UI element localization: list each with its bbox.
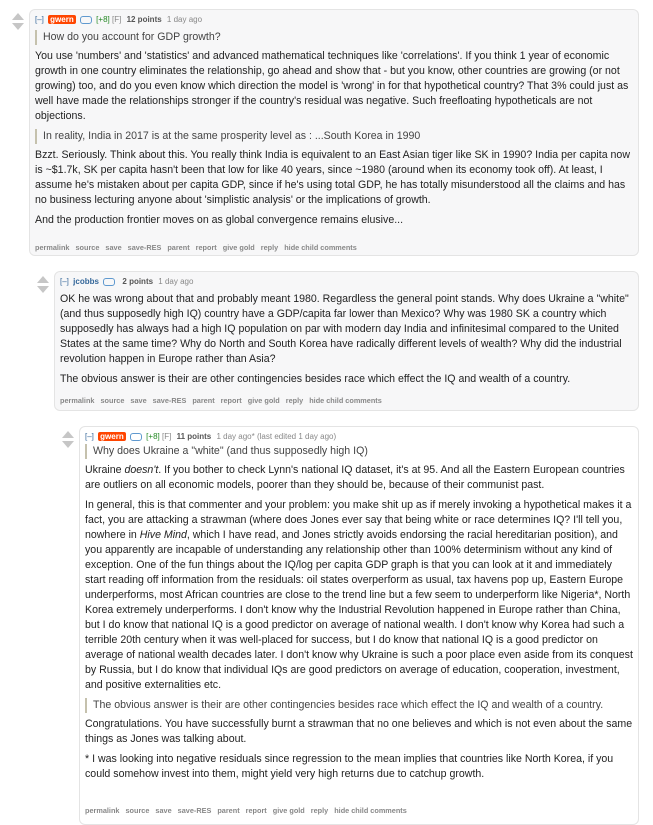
friend-badge: [F]	[161, 432, 172, 441]
text-span: , which I have read, and Jones strictly avoids endorsing the racial hereditarian position), and you apparently are incapable of understanding any relationship other than 100% determinism without any kind of exception. One of the fun things about the IQ/log per capita GDP graph is that you can look at it and immediately start reading off information from the residuals: oil states overperform as usual, tax havens pop up, Eastern Europe underperforms, most African countries are close to the trend line but a few seem to underperform like Nigeria*, North Korea extremely underperforms. I don't know why the Industrial Revolution happened in Europe rather than China, but I do know that national IQ is a good predictor on average of national wealth. I don't know why Korea had such a terrible 20th century when it was well-placed for success, but I do know that national IQ is a good predictor on average of national wealth decades later. I don't know why Ukraine is such a poor place even aside from its conquest by Russia, but I do know that individual IQs are good predictors on average of education, cooperation, investment, and positive externalities etc.	[85, 529, 633, 691]
source-button[interactable]: source	[100, 396, 125, 405]
text-span: Ukraine	[85, 464, 125, 476]
emphasis: doesn't	[124, 464, 159, 476]
comment-body	[60, 292, 632, 392]
hide-child-comments-button[interactable]: hide child comments	[309, 396, 382, 405]
comment-jcobbs	[54, 271, 639, 411]
author-link[interactable]: jcobbs	[73, 277, 99, 286]
paragraph: And the production frontier moves on as global convergence remains elusive...	[35, 214, 404, 226]
user-tag-icon[interactable]	[80, 16, 92, 24]
comment-buttons	[85, 806, 413, 815]
permalink-button[interactable]: permalink	[60, 396, 95, 405]
paragraph: * I was looking into negative residuals since regression to the mean implies that countries like North Korea, if you could somehow invest into them, might yield very high returns due to catchup growth.	[85, 753, 614, 780]
text-span: In general, this is that commenter and your problem: you make shit up as if merely invoking a hypothetical makes it a fact, you are attacking a strawman (where does Jones ever say that being white or race determines IQ? I'll tell you, nowhere in	[85, 499, 632, 541]
text-span: . If you bother to check Lynn's national IQ dataset, it's at 95. And all the Eastern European countries are outliers on all economic models, poorer than they should be, because of their communist past.	[85, 464, 625, 491]
parent-button[interactable]: parent	[192, 396, 215, 405]
save-res-button[interactable]: save-RES	[177, 806, 212, 815]
comment-time: 1 day ago*	[216, 432, 255, 441]
blockquote: In reality, India in 2017 is at the same prosperity level as : ...South Korea in 1990	[35, 129, 633, 144]
paragraph: Bzzt. Seriously. Think about this. You really think India is equivalent to an East Asian tiger like SK in 1990? India per capita now is ~$1.7k, SK per capita hasn't been that low for like 40 years, since ~1980 (around when its economy took off). At least, I assume he's mistaken about per capita GDP, since if he's using total GDP, he has totally misunderstood all the claims and has no business lecturing anyone about 'simplistic analysis' or the implications of growth.	[35, 149, 630, 206]
comment-body	[35, 30, 633, 233]
blockquote: Why does Ukraine a "white" (and thus supposedly high IQ)	[85, 444, 633, 459]
paragraph: Congratulations. You have successfully burnt a strawman that no one believes and which is not even about the same things as Jones was talking about.	[85, 718, 633, 745]
permalink-button[interactable]: permalink	[85, 806, 120, 815]
reply-button[interactable]: reply	[310, 806, 329, 815]
downvote-arrow-icon[interactable]	[37, 286, 49, 293]
friend-badge: [F]	[111, 15, 122, 24]
parent-button[interactable]: parent	[167, 243, 190, 252]
author-link[interactable]: gwern	[100, 432, 124, 441]
hide-child-comments-button[interactable]: hide child comments	[284, 243, 357, 252]
report-button[interactable]: report	[245, 806, 267, 815]
downvote-arrow-icon[interactable]	[62, 441, 74, 448]
paragraph: The obvious answer is their are other contingencies besides race which effect the IQ and wealth of a country.	[60, 373, 571, 385]
comment-buttons	[60, 396, 388, 405]
save-button[interactable]: save	[105, 243, 122, 252]
give-gold-button[interactable]: give gold	[222, 243, 255, 252]
comment1-vote-arrows	[11, 13, 25, 30]
report-button[interactable]: report	[220, 396, 242, 405]
comment-tagline	[85, 431, 336, 443]
reply-button[interactable]: reply	[260, 243, 279, 252]
comment-buttons	[35, 243, 363, 252]
comment-tagline	[60, 276, 193, 288]
upvote-arrow-icon[interactable]	[37, 276, 49, 283]
comment-score: 11 points	[176, 432, 212, 441]
paragraph	[85, 463, 633, 493]
collapse-toggle[interactable]: [–]	[60, 277, 69, 286]
reply-button[interactable]: reply	[285, 396, 304, 405]
comment-gwern-1	[29, 9, 639, 256]
user-tag-icon[interactable]	[103, 278, 115, 286]
report-button[interactable]: report	[195, 243, 217, 252]
blockquote: The obvious answer is their are other contingencies besides race which effect the IQ and wealth of a country.	[85, 698, 633, 713]
comment-score: 2 points	[122, 277, 154, 286]
permalink-button[interactable]: permalink	[35, 243, 70, 252]
paragraph: You use 'numbers' and 'statistics' and advanced mathematical techniques like 'correlations'. If you think 1 year of economic growth in one country eliminates the relationship, go ahead and show that - but you know, other countries are growing (or not growing) too, and do you even know which direction the model is 'wrong' in for that hypothetical country? That 3% could just as well have made the relationships stronger if the country's residual was negative. Such freefloating hypotheticals are not objections.	[35, 50, 629, 122]
blockquote: How do you account for GDP growth?	[35, 30, 633, 45]
comment-body	[85, 444, 633, 787]
author-link[interactable]: gwern	[50, 15, 74, 24]
give-gold-button[interactable]: give gold	[272, 806, 305, 815]
downvote-arrow-icon[interactable]	[12, 23, 24, 30]
comment-tagline	[35, 14, 202, 26]
comment-time: 1 day ago	[166, 15, 203, 24]
vote-weight: [+8]	[96, 15, 110, 24]
comment3-vote-arrows	[61, 431, 75, 448]
collapse-toggle[interactable]: [–]	[35, 15, 44, 24]
comment-gwern-2	[79, 426, 639, 825]
comment-score: 12 points	[126, 15, 162, 24]
save-res-button[interactable]: save-RES	[152, 396, 187, 405]
user-tag-icon[interactable]	[130, 433, 142, 441]
edited-note: (last edited 1 day ago)	[256, 432, 337, 441]
save-button[interactable]: save	[130, 396, 147, 405]
give-gold-button[interactable]: give gold	[247, 396, 280, 405]
parent-button[interactable]: parent	[217, 806, 240, 815]
vote-weight: [+8]	[146, 432, 160, 441]
source-button[interactable]: source	[75, 243, 100, 252]
upvote-arrow-icon[interactable]	[12, 13, 24, 20]
hide-child-comments-button[interactable]: hide child comments	[334, 806, 407, 815]
comment-time: 1 day ago	[158, 277, 194, 286]
collapse-toggle[interactable]: [–]	[85, 432, 94, 441]
save-res-button[interactable]: save-RES	[127, 243, 162, 252]
paragraph: OK he was wrong about that and probably meant 1980. Regardless the general point stands. Why does Ukraine a "white" (and thus supposedly high IQ) country have a GDP/capita far lower than Mexico? Why was 1980 SK a country which supposedly has always had a high IQ population on par with modern day India and infinitesimal compared to the United States at the same time? Why do North and South Korea have radically different levels of wealth? Why did the industrial revolution happen in Europe rather than Asia?	[60, 293, 629, 365]
save-button[interactable]: save	[155, 806, 172, 815]
comment2-vote-arrows	[36, 276, 50, 293]
paragraph	[85, 498, 633, 693]
source-button[interactable]: source	[125, 806, 150, 815]
upvote-arrow-icon[interactable]	[62, 431, 74, 438]
emphasis: Hive Mind	[139, 529, 187, 541]
